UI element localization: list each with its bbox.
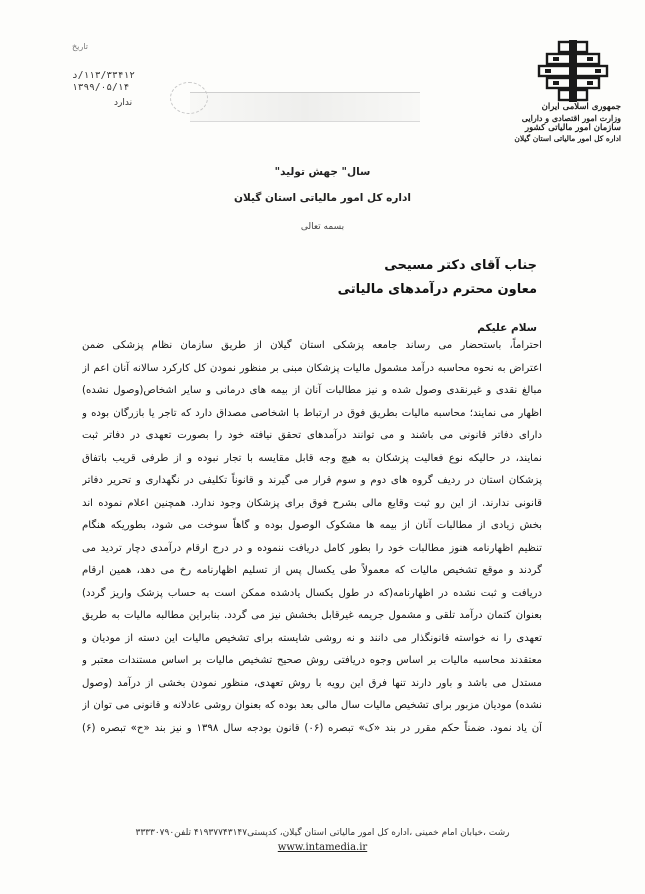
body-line: مبالغ نقدی و غیرنقدی وصول شده و نیز مطالبات آنان از بیمه های درمانی و سایر اشخاص(وصول نشده) [82,385,542,396]
letter-date: ۱۳۹۹/۰۵/۱۴ [72,82,130,93]
org-line-tax-organization: سازمان امور مالیاتی کشور [525,123,621,133]
footer-website-link[interactable]: www.intamedia.ir [277,842,368,853]
greeting: سلام علیکم [477,322,537,334]
body-line: بعنوان کتمان درآمد تلقی و مشمول جریمه غیرقابل بخشش نیز می گردد. بنابراین مطالبه مالیات به طریق [82,610,542,621]
body-line: اعتراض به نحوه محاسبه درآمد مشمول مالیات پزشکان مبنی بر منظور نمودن کل کارکرد سالانه آنان اعم از [82,362,542,374]
body-line: قانونی ندارند. از این رو ثبت وقایع مالی بشرح فوق برای پزشکان وجود ندارد. همچنین اعلام نموده اند [82,497,542,509]
body-line: گردند و موقع تشخیص مالیات که معمولاً طی یکسال پس از تسلیم اظهارنامه رخ می دهد، همین ارقام [82,565,542,576]
body-line: دارای دفاتر قانونی می باشند و می توانند درآمدهای تحقق نیافته خود را بصورت تعهدی در دفاتر ثبت [82,430,542,441]
org-line-ministry: وزارت امور اقتصادی و دارایی [521,112,621,123]
organization-header [421,102,621,144]
org-line-republic: جمهوری اسلامی ایران [541,102,621,112]
body-line: معتقدند محاسبه مالیات بر اساس وجوه دریافتی روش صحیح تشخیص مالیات بر اساس مستندات معتبر و [82,655,542,666]
body-line: پزشکان استان در ردیف گروه های دوم و سوم قرار می گیرند و قانوناً تکلیفی در نگهداری و تحریر دفاتر [82,475,542,486]
body-line: مستدل می باشد و باور دارند تنها فرق این رویه با روش تعهدی، منظور نمودن بخشی از درآمد (وصول [82,677,542,689]
faint-stamp-icon [170,82,208,114]
org-line-provincial-office: اداره کل امور مالیاتی استان گیلان [514,133,621,143]
letter-body [82,335,542,740]
body-line: نمایند، در حالیکه نوع فعالیت پزشکان به هیچ وجه قابل مقایسه با تجار نبوده و از طرفی قریب باتفاق [82,452,542,464]
addressee-title: معاون محترم درآمدهای مالیاتی [337,282,537,297]
footer-address: رشت ،خیابان امام خمینی ،اداره کل امور مالیاتی استان گیلان، کدپستی۴۱۹۳۷۷۴۳۱۴۷ تلفن۳۳۳۳۰۷۹۰ [135,828,510,838]
year-slogan: سال" جهش تولید" [274,166,371,178]
tax-administration-logo-icon [535,40,611,102]
basmala: بسمه تعالی [300,222,345,232]
letter-number: ۱۱۳/۳۳۴۱۲/د [72,70,135,81]
body-line: اظهار می نمایند؛ محاسبه مالیات بطریق فوق در ارتباط با اشخاصی مصداق دارد که تاجر یا بازرگان بوده و [82,407,542,419]
body-line: دریافت و ثبت نشده در اظهارنامه(که در طول یکسال یادشده ممکن است به حساب پزشک واریز گردد) [82,587,542,599]
body-line: آن یاد نمود. ضمناً حکم مقرر در بند «ک» تبصره (۰۶) قانون بودجه سال ۱۳۹۸ و نیز بند «ح» تبصره (۶) [82,722,542,734]
scanned-stamp-strip [190,92,420,122]
body-line: تعهدی را نه خواسته قانونگذار می دانند و نه روشی شایسته برای تشخیص مالیات این دسته از مودیان و [82,632,542,644]
attachment-value: ندارد [114,98,133,108]
addressee-name: جناب آقای دکتر مسیحی [384,258,537,273]
date-label: تاریخ [72,42,88,51]
office-title: اداره کل امور مالیاتی استان گیلان [234,192,411,204]
body-line: احتراماً، باستحضار می رساند جامعه پزشکی استان گیلان از طریق سازمان نظام پزشکی ضمن [82,340,542,351]
body-line: نشده) مودیان مزبور برای تشخیص مالیات سال مالی بعد بوده که بعنوان روشی عادلانه و قانونی می توان از [82,700,542,711]
body-line: بخش زیادی از مطالبات آنان از بیمه ها مشکوک الوصول بوده و گاهاً سوخت می شود، بطوریکه هنگام [82,520,542,531]
body-line: تنظیم اظهارنامه هنوز مطالبات خود را بطور کامل دریافت ننموده و در درج ارقام درآمدی دچار تردید می [82,542,542,554]
